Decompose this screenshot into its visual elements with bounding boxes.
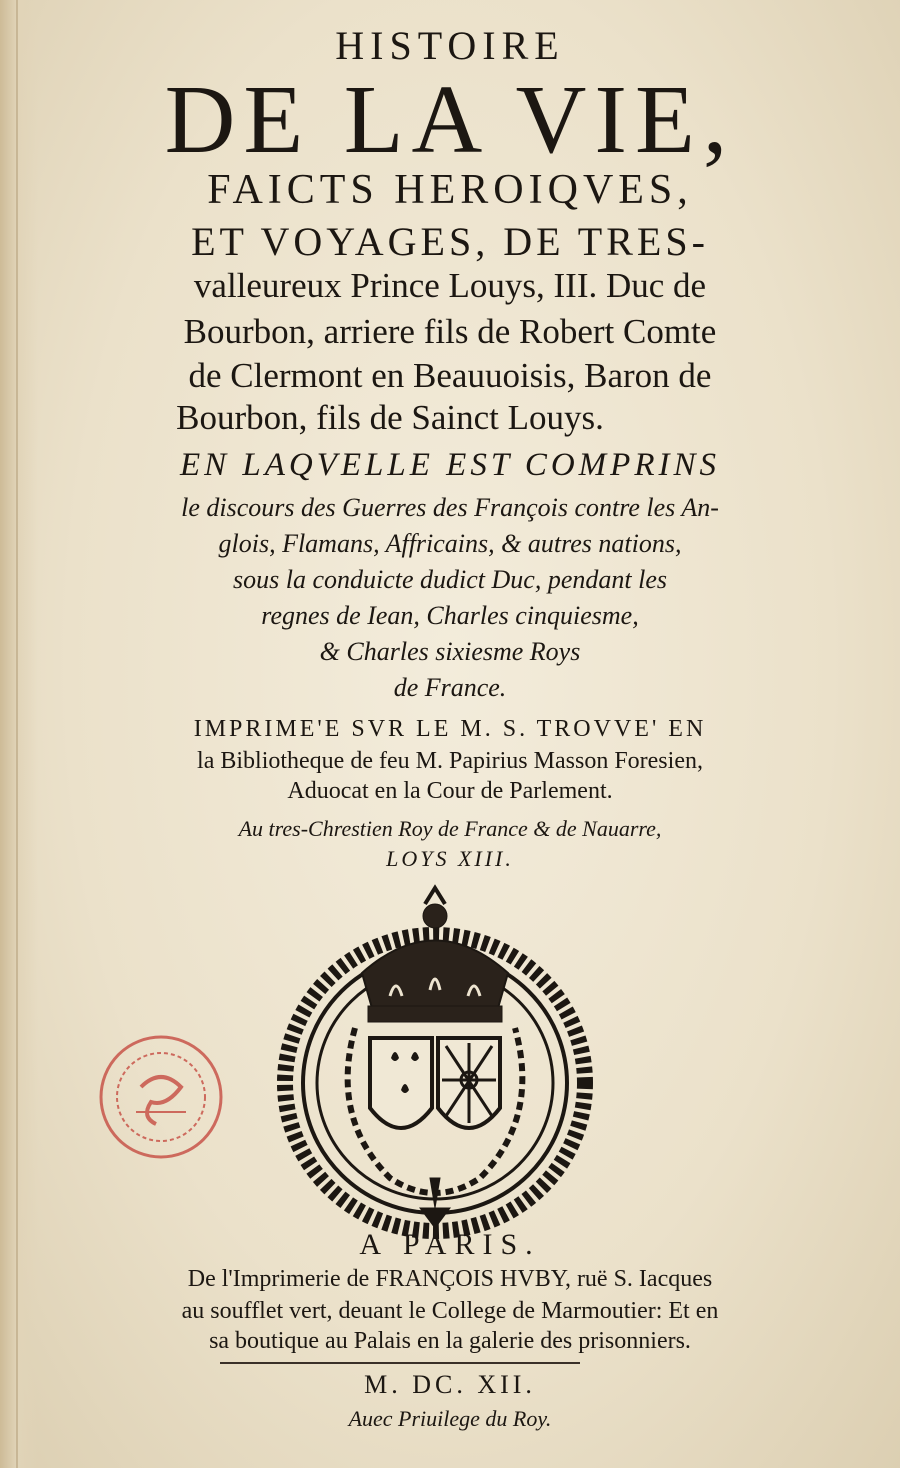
- source-line-17: la Bibliotheque de feu M. Papirius Masson Foresien,: [197, 748, 703, 774]
- subtitle-line-13: regnes de Iean, Charles cinquiesme,: [261, 601, 639, 630]
- title-line-2: DE LA VIE,: [164, 66, 736, 174]
- source-line-16: IMPRIME'E SVR LE M. S. TROVVE' EN: [193, 716, 707, 742]
- title-line-7: de Clermont en Beauuoisis, Baron de: [188, 356, 712, 395]
- title-line-8: Bourbon, fils de Sainct Louys.: [176, 398, 604, 437]
- title-line-1: HISTOIRE: [335, 23, 565, 68]
- source-line-18: Aduocat en la Cour de Parlement.: [287, 778, 613, 804]
- dedication-line-20: LOYS XIII.: [386, 846, 514, 871]
- dedication-line-19: Au tres-Chrestien Roy de France & de Nauarre,: [238, 816, 662, 841]
- subtitle-line-12: sous la conduicte dudict Duc, pendant les: [233, 565, 667, 594]
- title-line-5: valleureux Prince Louys, III. Duc de: [193, 266, 707, 305]
- subtitle-line-10: le discours des Guerres des François contre les An-: [181, 493, 719, 522]
- imprint-line-1: De l'Imprimerie de FRANÇOIS HVBY, ruë S. Iacques: [187, 1266, 713, 1292]
- subtitle-line-15: de France.: [393, 673, 507, 702]
- subtitle-line-9: EN LAQVELLE EST COMPRINS: [179, 447, 720, 483]
- royal-coat-of-arms-crown-icon: [270, 878, 600, 1240]
- imprint-rule: [220, 1362, 580, 1364]
- imprint-line-3: sa boutique au Palais en la galerie des prisonniers.: [209, 1328, 691, 1354]
- title-line-4: ET VOYAGES, DE TRES-: [191, 219, 709, 264]
- imprint-year: M. DC. XII.: [364, 1370, 536, 1399]
- subtitle-line-14: & Charles sixiesme Roys: [319, 637, 581, 666]
- title-line-6: Bourbon, arriere fils de Robert Comte: [183, 312, 717, 351]
- red-library-stamp-icon: [96, 1032, 226, 1162]
- title-line-3: FAICTS HEROIQVES,: [207, 167, 693, 213]
- imprint-city: A PARIS.: [359, 1228, 541, 1261]
- subtitle-line-11: glois, Flamans, Affricains, & autres nations,: [218, 529, 682, 558]
- imprint-line-2: au soufflet vert, deuant le College de Marmoutier: Et en: [181, 1298, 719, 1324]
- imprint-privilege: Auec Priuilege du Roy.: [348, 1406, 552, 1431]
